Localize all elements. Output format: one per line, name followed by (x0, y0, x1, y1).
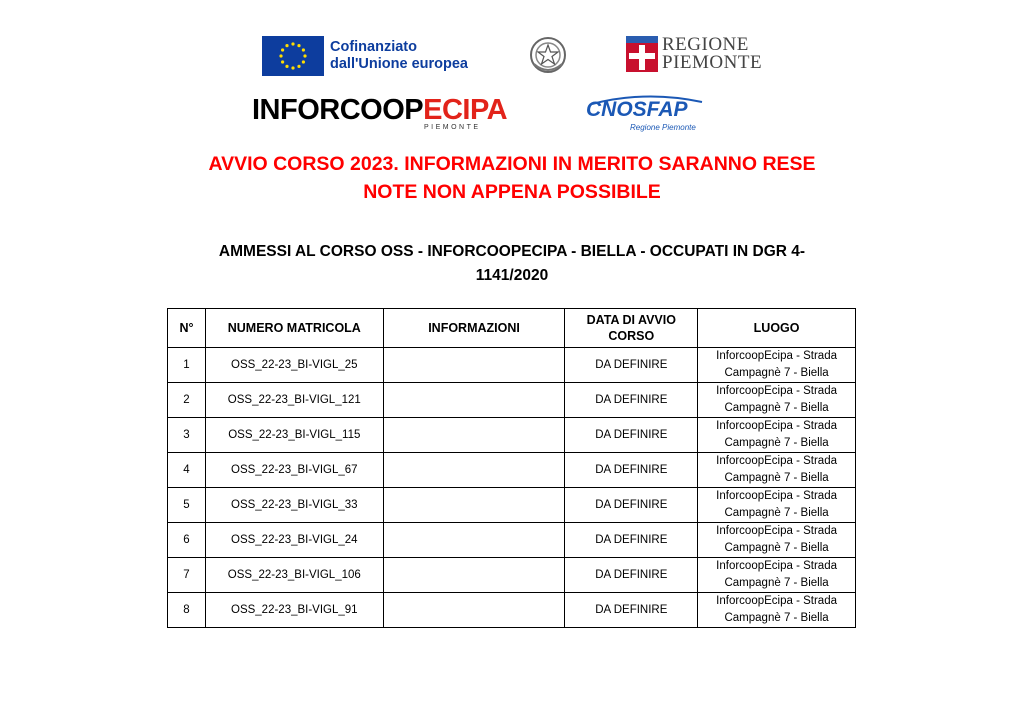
header-data-avvio (565, 309, 698, 348)
inforcoopecipa-logo-text (252, 94, 507, 126)
eu-logo-text (330, 39, 468, 73)
cell-number: 2 (168, 383, 206, 418)
luogo-line2: Campagnè 7 - Biella (724, 367, 829, 379)
cell-data-avvio: DA DEFINIRE (565, 418, 698, 453)
cell-matricola: OSS_22-23_BI-VIGL_24 (205, 523, 383, 558)
cell-matricola: OSS_22-23_BI-VIGL_33 (205, 488, 383, 523)
cell-matricola: OSS_22-23_BI-VIGL_25 (205, 348, 383, 383)
course-start-notice (0, 150, 1024, 206)
admitted-students-table (167, 308, 856, 628)
table-row (168, 593, 856, 628)
cell-number: 4 (168, 453, 206, 488)
cell-data-avvio: DA DEFINIRE (565, 558, 698, 593)
piemonte-logo-line2: PIEMONTE (662, 52, 763, 73)
header-informazioni: INFORMAZIONI (383, 309, 565, 348)
header-number: N° (168, 309, 206, 348)
cell-informazioni (383, 488, 565, 523)
header-matricola: NUMERO MATRICOLA (205, 309, 383, 348)
piemonte-logo-text (662, 36, 762, 72)
cell-informazioni (383, 418, 565, 453)
luogo-line2: Campagnè 7 - Biella (724, 437, 829, 449)
cell-data-avvio: DA DEFINIRE (565, 488, 698, 523)
eu-cofinancing-logo (262, 36, 468, 76)
header-luogo: LUOGO (698, 309, 856, 348)
table-row (168, 383, 856, 418)
cnosfap-logo-sub: Regione Piemonte (630, 123, 696, 132)
cell-informazioni (383, 523, 565, 558)
inforcoopecipa-logo (252, 94, 508, 136)
cell-luogo (698, 348, 856, 383)
cell-informazioni (383, 558, 565, 593)
regione-piemonte-logo (626, 36, 768, 76)
luogo-line1: InforcoopEcipa - Strada (716, 455, 837, 467)
cell-number: 7 (168, 558, 206, 593)
heading-line2: 1141/2020 (475, 267, 549, 284)
table-row (168, 558, 856, 593)
italian-republic-emblem-icon (528, 34, 568, 76)
cell-matricola: OSS_22-23_BI-VIGL_91 (205, 593, 383, 628)
cell-matricola: OSS_22-23_BI-VIGL_115 (205, 418, 383, 453)
cell-number: 5 (168, 488, 206, 523)
cell-number: 8 (168, 593, 206, 628)
ecipa-logo-red: ECIPA (423, 94, 508, 126)
cell-data-avvio: DA DEFINIRE (565, 348, 698, 383)
cell-luogo (698, 383, 856, 418)
luogo-line2: Campagnè 7 - Biella (724, 577, 829, 589)
luogo-line2: Campagnè 7 - Biella (724, 472, 829, 484)
table-row (168, 523, 856, 558)
header-data-line1: DATA DI AVVIO (586, 313, 676, 327)
luogo-line2: Campagnè 7 - Biella (724, 612, 829, 624)
cell-number: 1 (168, 348, 206, 383)
cell-number: 6 (168, 523, 206, 558)
header-data-line2: CORSO (608, 329, 655, 343)
admitted-list-heading (0, 240, 1024, 288)
cell-matricola: OSS_22-23_BI-VIGL_106 (205, 558, 383, 593)
notice-line1: AVVIO CORSO 2023. INFORMAZIONI IN MERITO SARANNO RESE (208, 153, 816, 175)
inforcoopecipa-logo-sub: PIEMONTE (424, 124, 481, 131)
cell-informazioni (383, 453, 565, 488)
table-row (168, 453, 856, 488)
cell-luogo (698, 558, 856, 593)
notice-line2: NOTE NON APPENA POSSIBILE (363, 181, 661, 203)
cell-luogo (698, 593, 856, 628)
logos-row-top (0, 34, 1024, 78)
luogo-line2: Campagnè 7 - Biella (724, 402, 829, 414)
table-row (168, 348, 856, 383)
cell-luogo (698, 523, 856, 558)
cnosfap-logo (586, 94, 706, 136)
piemonte-logo-line1: REGIONE (662, 34, 749, 55)
luogo-line1: InforcoopEcipa - Strada (716, 385, 837, 397)
heading-line1: AMMESSI AL CORSO OSS - INFORCOOPECIPA - BIELLA - OCCUPATI IN DGR 4- (218, 243, 806, 260)
piemonte-shield-icon (626, 36, 658, 72)
logos-row-bottom (0, 94, 1024, 138)
cell-data-avvio: DA DEFINIRE (565, 453, 698, 488)
cell-number: 3 (168, 418, 206, 453)
cell-informazioni (383, 593, 565, 628)
cell-data-avvio: DA DEFINIRE (565, 523, 698, 558)
luogo-line2: Campagnè 7 - Biella (724, 507, 829, 519)
luogo-line1: InforcoopEcipa - Strada (716, 420, 837, 432)
cell-data-avvio: DA DEFINIRE (565, 593, 698, 628)
eu-logo-line1: Cofinanziato (330, 39, 417, 55)
luogo-line1: InforcoopEcipa - Strada (716, 350, 837, 362)
cell-matricola: OSS_22-23_BI-VIGL_121 (205, 383, 383, 418)
eu-logo-line2: dall'Unione europea (330, 56, 468, 72)
table-header-row (168, 309, 856, 348)
cell-luogo (698, 418, 856, 453)
cell-matricola: OSS_22-23_BI-VIGL_67 (205, 453, 383, 488)
cell-data-avvio: DA DEFINIRE (565, 383, 698, 418)
luogo-line1: InforcoopEcipa - Strada (716, 595, 837, 607)
cell-informazioni (383, 383, 565, 418)
table-row (168, 488, 856, 523)
luogo-line1: InforcoopEcipa - Strada (716, 560, 837, 572)
inforcoop-logo-black: INFORCOOP (252, 94, 424, 126)
cell-luogo (698, 453, 856, 488)
cell-luogo (698, 488, 856, 523)
eu-flag-icon (262, 36, 324, 76)
luogo-line2: Campagnè 7 - Biella (724, 542, 829, 554)
cnosfap-logo-text: CNOSFAP (586, 98, 688, 121)
cell-informazioni (383, 348, 565, 383)
luogo-line1: InforcoopEcipa - Strada (716, 525, 837, 537)
table-row (168, 418, 856, 453)
luogo-line1: InforcoopEcipa - Strada (716, 490, 837, 502)
